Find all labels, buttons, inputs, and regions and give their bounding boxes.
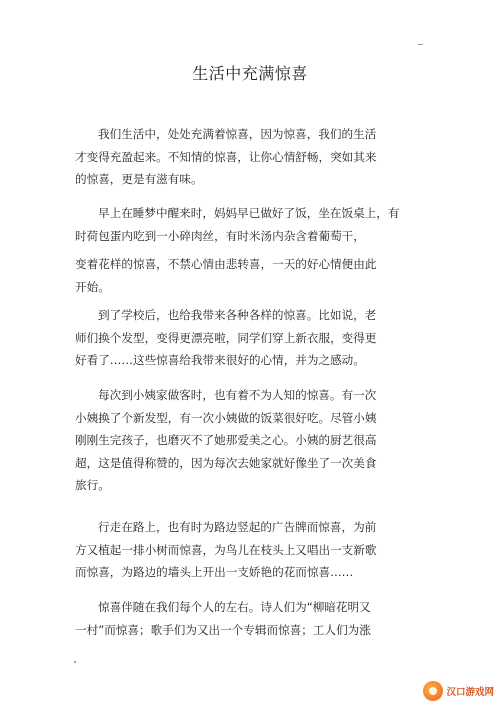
text-line: 小姨换了个新发型，有一次小姨做的饭菜很好吃。尽管小姨 bbox=[75, 410, 377, 425]
paragraph bbox=[75, 596, 430, 641]
text-line: 师们换个发型，变得更漂亮啦，同学们穿上新衣服，变得更 bbox=[75, 330, 377, 345]
paragraph bbox=[75, 253, 430, 298]
paragraph bbox=[75, 123, 430, 191]
text-line: 而惊喜，为路边的墙头上开出一支娇艳的花而惊喜…… bbox=[75, 565, 354, 579]
paragraph bbox=[75, 384, 430, 497]
paragraph bbox=[75, 202, 430, 247]
page-mark bbox=[74, 661, 76, 663]
text-line: 时荷包蛋内吃到一小碎肉丝，有时米汤内杂含着葡萄干， bbox=[75, 228, 365, 243]
text-line: 我们生活中，处处充满着惊喜，因为惊喜，我们的生活 bbox=[98, 127, 377, 141]
text-line: 惊喜伴随在我们每个人的左右。诗人们为“柳暗花明又 bbox=[98, 600, 371, 614]
text-line: 超，这是值得称赞的，因为每次去她家就好像坐了一次美食 bbox=[75, 455, 377, 470]
site-logo-icon bbox=[423, 681, 443, 701]
text-line: 开始。 bbox=[75, 279, 110, 294]
text-line: 变着花样的惊喜，不禁心情由悲转喜，一天的好心情便由此 bbox=[75, 257, 377, 271]
watermark-text: 汉口游戏网 bbox=[446, 687, 494, 698]
text-line: 的惊喜，更是有滋有味。 bbox=[75, 172, 203, 186]
text-line: 方又植起一排小树而惊喜，为鸟儿在枝头上又唱出一支新歌 bbox=[75, 542, 377, 557]
text-line: 好看了……这些惊喜给我带来很好的心情，并为之感动。 bbox=[75, 353, 365, 367]
text-line: 早上在睡梦中醒来时，妈妈早已做好了饭，坐在饭桌上，有 bbox=[98, 206, 400, 220]
text-line: 一村”而惊喜；歌手们为又出一个专辑而惊喜；工人们为涨 bbox=[75, 622, 371, 637]
text-line: 才变得充盈起来。不知情的惊喜，让你心情舒畅，突如其来 bbox=[75, 149, 377, 164]
paragraph bbox=[75, 304, 430, 372]
paragraph bbox=[75, 516, 430, 584]
text-line: 旅行。 bbox=[75, 478, 110, 492]
corner-mark bbox=[418, 44, 423, 45]
text-line: 刚刚生完孩子，也磨灭不了她那爱美之心。小姨的厨艺很高 bbox=[75, 433, 377, 447]
page-title: 生活中充满惊喜 bbox=[192, 64, 308, 83]
text-line: 到了学校后，也给我带来各种各样的惊喜。比如说，老 bbox=[98, 308, 377, 322]
text-line: 每次到小姨家做客时，也有着不为人知的惊喜。有一次 bbox=[98, 388, 377, 402]
site-watermark bbox=[404, 680, 494, 702]
text-line: 行走在路上，也有时为路边竖起的广告牌而惊喜，为前 bbox=[98, 520, 377, 534]
